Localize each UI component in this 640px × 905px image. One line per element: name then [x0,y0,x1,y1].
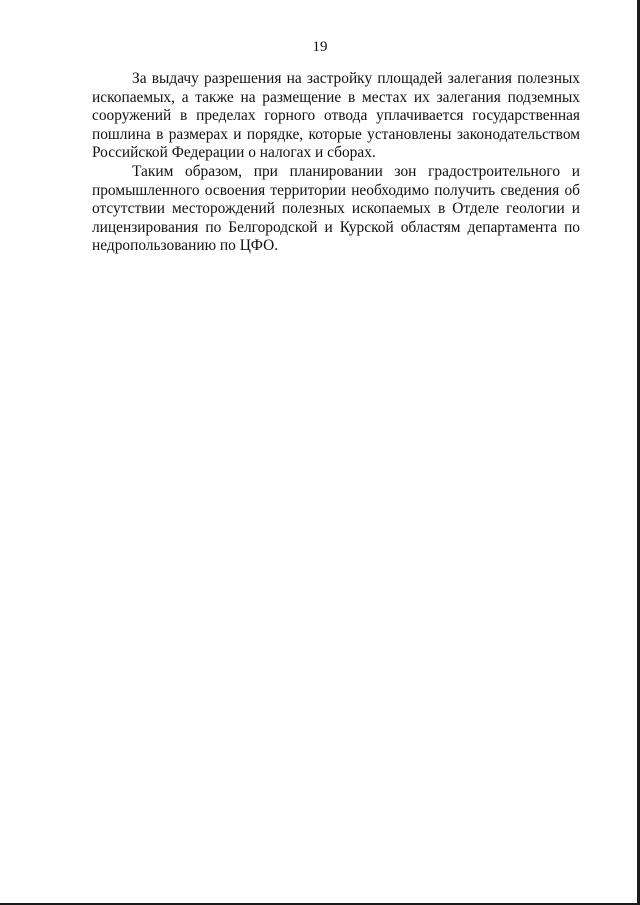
paragraph-conclusion: Таким образом, при планировании зон градостроительного и промышленного освоения территории необходимо получить сведения об отсутствии месторождений полезных ископаемых в Отделе геологии и лицензирования по Белгородской и Курской областям департамента по недропользованию по ЦФО. [92,162,580,255]
document-body [92,70,580,256]
page-number: 19 [312,39,328,55]
paragraph-state-fee: За выдачу разрешения на застройку площадей залегания полезных ископаемых, а также на размещение в местах их залегания подземных сооружений в пределах горного отвода уплачивается государственная пошлина в размерах и порядке, которые установлены законодательством Российской Федерации о налогах и сборах. [92,70,580,162]
